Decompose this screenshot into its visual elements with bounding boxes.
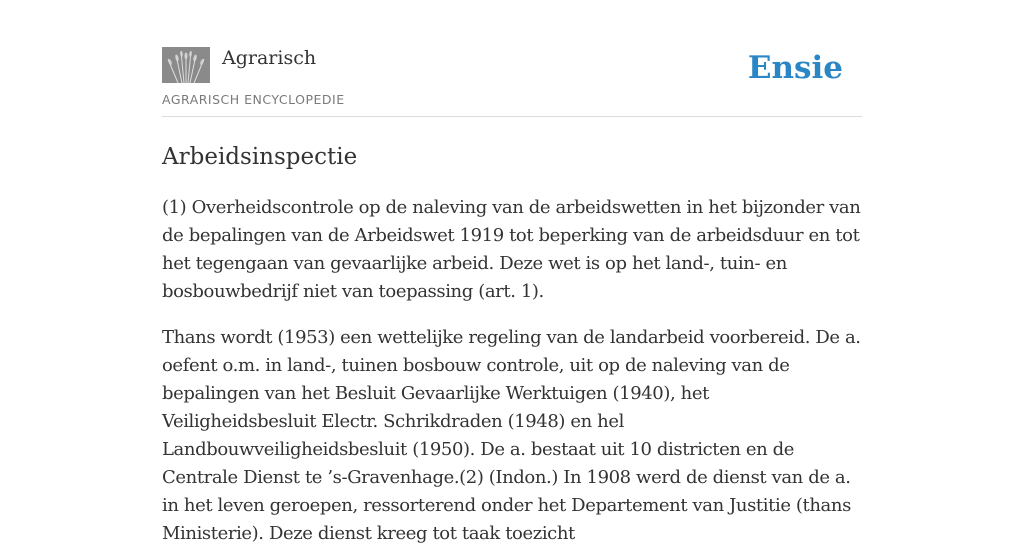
article-paragraph-2: Thans wordt (1953) een wettelijke regeling van de landarbeid voorbereid. De a. oefent o.m. in land-, tuinen bosbouw controle, uit op de naleving van de bepalingen van het Besluit Gevaarlijke Werktuigen (1940), het Veiligheidsbesluit Electr. Schrikdraden (1948) en hel Landbouwveiligheidsbesluit (1950). De a. bestaat uit 10 districten en de Centrale Dienst te ’s-Gravenhage.(2) (Indon.) In 1908 werd de dienst van de a. in het leven geroepen, ressorterend onder het Departement van Justitie (thans Ministerie). Deze dienst kreeg tot taak toezicht bbox=[162, 327, 861, 544]
brand-logo-link[interactable]: Ensie bbox=[747, 50, 843, 86]
article-paragraph-1: (1) Overheidscontrole op de naleving van de arbeidswetten in het bijzonder van de bepalingen van de Arbeidswet 1919 tot beperking van de arbeidsduur en tot het tegengaan van gevaarlijke arbeid. Deze wet is op het land-, tuin- en bosbouwbedrijf niet van toepassing (art. 1). bbox=[162, 197, 861, 302]
content-column bbox=[162, 44, 862, 548]
wheat-avatar-icon[interactable] bbox=[162, 47, 210, 83]
site-name[interactable]: Agrarisch bbox=[222, 47, 317, 69]
page-title: Arbeidsinspectie bbox=[162, 144, 358, 170]
site-header bbox=[162, 44, 862, 117]
site-subtitle: AGRARISCH ENCYCLOPEDIE bbox=[162, 92, 345, 107]
